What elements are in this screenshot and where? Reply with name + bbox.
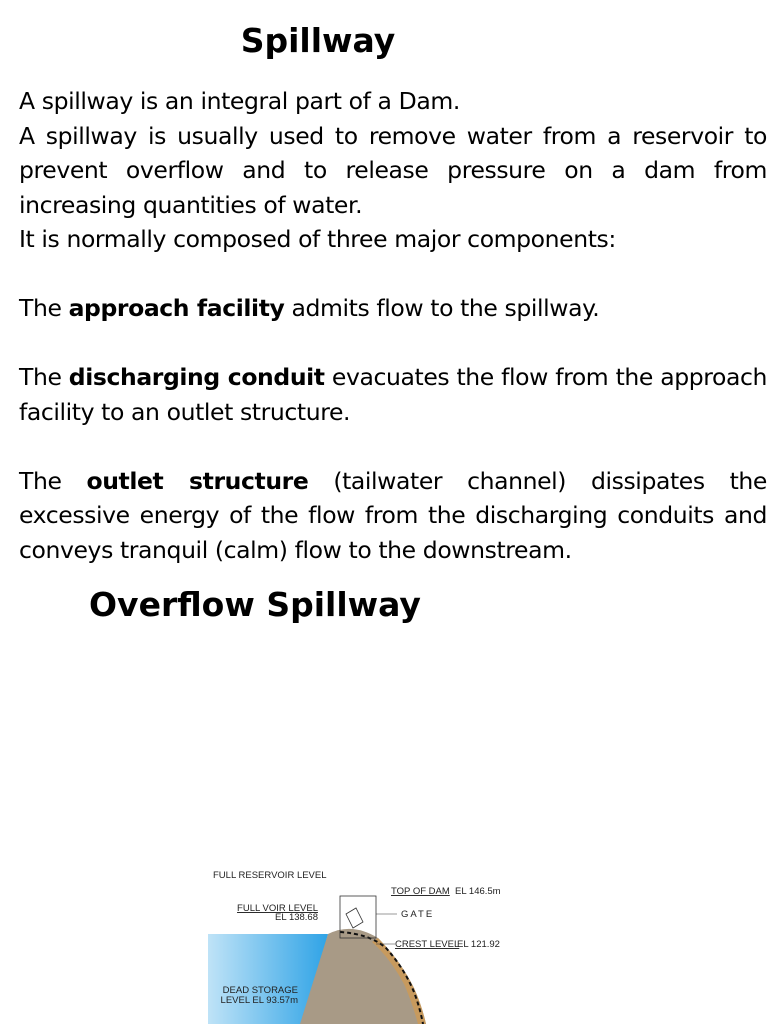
label-gate: GATE: [401, 909, 435, 920]
label-full-reservoir-level: FULL RESERVOIR LEVEL: [213, 870, 327, 881]
page-title: Spillway: [240, 21, 396, 60]
intro-paragraph-1: A spillway is an integral part of a Dam.: [19, 87, 460, 115]
label-dead-storage: DEAD STORAGE: [222, 985, 298, 996]
spillway-diagram: [200, 860, 530, 1024]
label-crest-level: CREST LEVEL: [395, 939, 460, 950]
component-approach: [19, 291, 767, 326]
label-full-voir-level: FULL VOIR LEVEL: [237, 903, 318, 914]
section-title: Overflow Spillway: [89, 585, 421, 624]
gate-icon: [346, 908, 363, 928]
component-prefix: The: [19, 363, 69, 391]
component-text: (tailwater channel) dissipates the excessive energy of the flow from the discharging conduits and conveys tranquil (calm) flow to the downstream.: [19, 466, 767, 564]
component-discharging: [19, 360, 767, 429]
component-term: outlet structure: [86, 466, 309, 495]
body-text: [19, 84, 767, 567]
component-term: discharging conduit: [68, 363, 325, 391]
label-crest-level-el: EL 121.92: [457, 939, 500, 950]
label-top-of-dam-el: EL 146.5m: [455, 886, 501, 897]
label-top-of-dam: TOP OF DAM: [391, 886, 450, 897]
intro-paragraph-3: It is normally composed of three major components:: [19, 225, 616, 253]
component-text: evacuates the flow from the approach facility to an outlet structure.: [19, 363, 767, 426]
component-prefix: The: [19, 294, 69, 322]
component-term: approach facility: [68, 294, 285, 322]
label-full-voir-el: EL 138.68: [275, 912, 318, 923]
component-prefix: The: [19, 466, 87, 495]
intro-paragraph-2: A spillway is usually used to remove water from a reservoir to prevent overflow and to release pressure on a dam from increasing quantities of water.: [19, 121, 767, 219]
component-text: admits flow to the spillway.: [284, 294, 600, 322]
component-outlet: [19, 464, 767, 568]
label-dead-storage-level: LEVEL EL 93.57m: [220, 995, 298, 1006]
